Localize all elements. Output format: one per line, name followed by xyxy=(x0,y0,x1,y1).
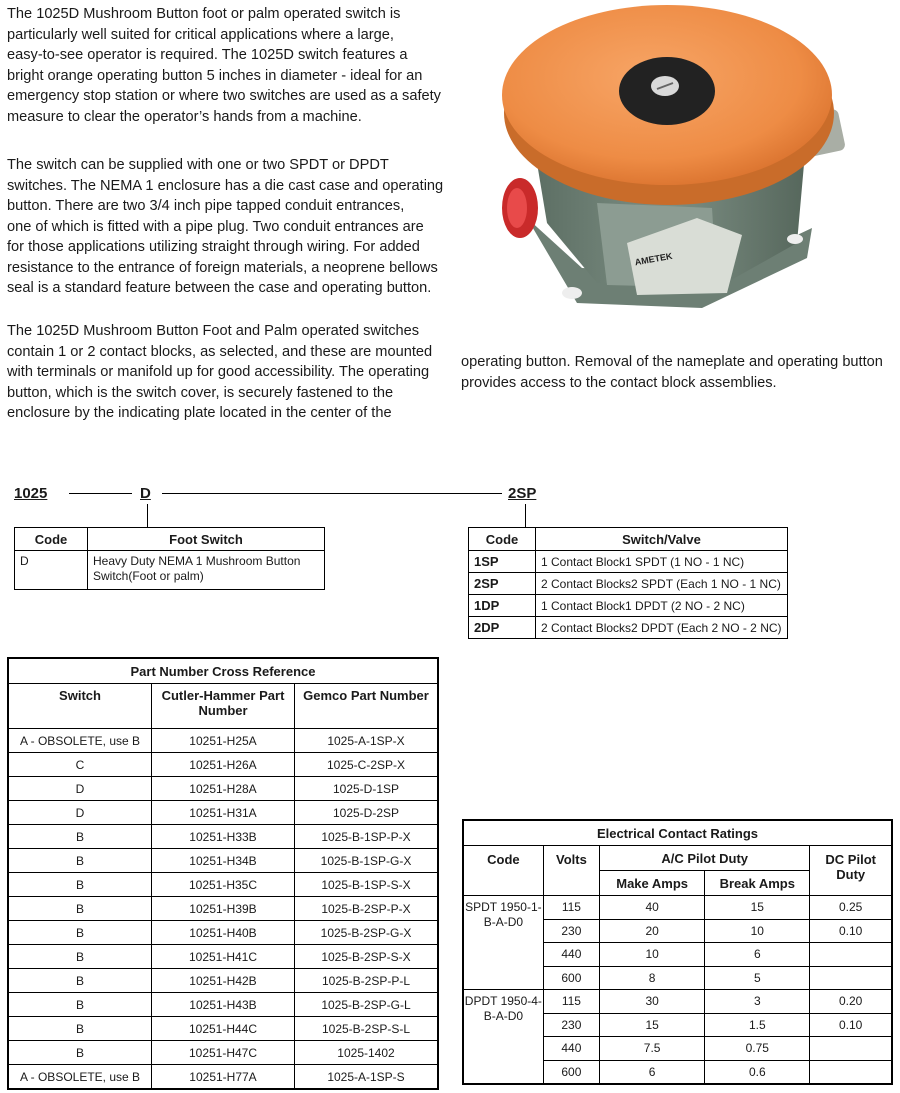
cutler-hammer-cell: 10251-H42B xyxy=(152,969,295,993)
break-amps-header: Break Amps xyxy=(705,871,810,896)
intro-paragraph-2 xyxy=(7,155,447,299)
paragraph-line: enclosure by the indicating plate located in the center of the xyxy=(7,405,392,421)
foot-switch-table xyxy=(14,527,325,590)
cutler-hammer-cell: 10251-H43B xyxy=(152,993,295,1017)
switch-cell: B xyxy=(8,1041,152,1065)
paragraph-line: easy-to-see operator is required. The 1025D switch features a xyxy=(7,47,408,63)
intro-paragraph-3 xyxy=(7,321,447,424)
dc-pilot-cell xyxy=(810,1037,892,1061)
switch-cell: B xyxy=(8,897,152,921)
break-amps-cell: 6 xyxy=(705,943,810,967)
gemco-cell: 1025-B-2SP-P-L xyxy=(295,969,439,993)
cutler-hammer-cell: 10251-H34B xyxy=(152,849,295,873)
switch-desc-cell: 1 Contact Block1 SPDT (1 NO - 1 NC) xyxy=(536,551,788,573)
cutler-hammer-cell: 10251-H26A xyxy=(152,753,295,777)
table-row xyxy=(8,1017,438,1041)
volts-cell: 440 xyxy=(543,1037,599,1061)
table-row xyxy=(8,1041,438,1065)
dc-pilot-cell: 0.10 xyxy=(810,1013,892,1037)
rating-code-cell: DPDT 1950-4-B-A-D0 xyxy=(463,990,543,1085)
paragraph-line: bright orange operating button 5 inches in diameter - ideal for an xyxy=(7,67,423,84)
gemco-cell: 1025-B-2SP-G-L xyxy=(295,993,439,1017)
volts-header: Volts xyxy=(543,846,599,896)
break-amps-cell: 10 xyxy=(705,919,810,943)
table-row xyxy=(8,945,438,969)
paragraph-line: for those applications utilizing straight through wiring. For added xyxy=(7,239,420,255)
paragraph-line: contain 1 or 2 contact blocks, as selected, and these are mounted xyxy=(7,343,433,360)
table-row xyxy=(8,729,438,753)
paragraph-line: button, which is the switch cover, is securely fastened to the xyxy=(7,384,394,401)
intro-paragraph-1 xyxy=(7,4,447,127)
paragraph-line: measure to clear the operator’s hands from a machine. xyxy=(7,108,362,125)
make-amps-cell: 20 xyxy=(600,919,705,943)
cutler-hammer-header: Cutler-Hammer Part Number xyxy=(152,684,295,729)
table-row xyxy=(8,777,438,801)
switch-valve-table xyxy=(468,527,788,639)
paragraph-line: one of which is fitted with a pipe plug. Two conduit entrances are xyxy=(7,218,424,235)
switch-cell: D xyxy=(8,777,152,801)
electrical-ratings-table xyxy=(462,819,893,1085)
switch-cell: B xyxy=(8,873,152,897)
dc-pilot-duty-header: DC Pilot Duty xyxy=(810,846,892,896)
foot-code-header: Code xyxy=(15,528,88,551)
paragraph-line: button. There are two 3/4 inch pipe tapped conduit entrances, xyxy=(7,198,405,214)
switch-cell: D xyxy=(8,801,152,825)
make-amps-cell: 40 xyxy=(600,896,705,920)
gemco-cell: 1025-D-2SP xyxy=(295,801,439,825)
paragraph-line: switches. The NEMA 1 enclosure has a die cast case and operating xyxy=(7,177,444,194)
model-code-switch: 2SP xyxy=(508,485,537,502)
rating-code-cell: SPDT 1950-1-B-A-D0 xyxy=(463,896,543,990)
make-amps-cell: 10 xyxy=(600,943,705,967)
make-amps-cell: 6 xyxy=(600,1060,705,1084)
cutler-hammer-cell: 10251-H47C xyxy=(152,1041,295,1065)
table-row xyxy=(463,896,892,920)
switch-cell: B xyxy=(8,825,152,849)
cutler-hammer-cell: 10251-H39B xyxy=(152,897,295,921)
dc-pilot-cell: 0.25 xyxy=(810,896,892,920)
switch-cell: A - OBSOLETE, use B xyxy=(8,1065,152,1090)
gemco-cell: 1025-B-2SP-G-X xyxy=(295,921,439,945)
elec-code-header: Code xyxy=(463,846,543,896)
gemco-header: Gemco Part Number xyxy=(295,684,439,729)
gemco-cell: 1025-B-1SP-P-X xyxy=(295,825,439,849)
volts-cell: 600 xyxy=(543,966,599,990)
table-row xyxy=(8,921,438,945)
switch-cell: A - OBSOLETE, use B xyxy=(8,729,152,753)
switch-cell: B xyxy=(8,969,152,993)
volts-cell: 115 xyxy=(543,990,599,1014)
switch-cell: C xyxy=(8,753,152,777)
volts-cell: 230 xyxy=(543,919,599,943)
switch-cell: B xyxy=(8,1017,152,1041)
switch-desc-cell: 1 Contact Block1 DPDT (2 NO - 2 NC) xyxy=(536,595,788,617)
foot-code-cell: D xyxy=(15,551,88,590)
gemco-cell: 1025-C-2SP-X xyxy=(295,753,439,777)
gemco-cell: 1025-B-2SP-P-X xyxy=(295,897,439,921)
break-amps-cell: 15 xyxy=(705,896,810,920)
gemco-cell: 1025-B-2SP-S-L xyxy=(295,1017,439,1041)
switch-code-cell: 1SP xyxy=(469,551,536,573)
switch-cell: B xyxy=(8,849,152,873)
switch-header: Switch xyxy=(8,684,152,729)
product-image xyxy=(487,3,857,318)
gemco-cell: 1025-A-1SP-S xyxy=(295,1065,439,1090)
ac-pilot-duty-header: A/C Pilot Duty xyxy=(600,846,810,871)
paragraph-line: The 1025D Mushroom Button Foot and Palm operated switches xyxy=(7,323,420,339)
break-amps-cell: 5 xyxy=(705,966,810,990)
table-row xyxy=(8,993,438,1017)
switch-cell: B xyxy=(8,921,152,945)
dc-pilot-cell: 0.10 xyxy=(810,919,892,943)
table-row xyxy=(8,849,438,873)
break-amps-cell: 3 xyxy=(705,990,810,1014)
table-row xyxy=(8,801,438,825)
model-code-type: D xyxy=(140,485,151,502)
table-row xyxy=(8,873,438,897)
gemco-cell: 1025-B-1SP-G-X xyxy=(295,849,439,873)
cutler-hammer-cell: 10251-H35C xyxy=(152,873,295,897)
switch-cell: B xyxy=(8,993,152,1017)
model-code-base: 1025 xyxy=(14,485,48,502)
switch-code-cell: 1DP xyxy=(469,595,536,617)
paragraph-line: with terminals or manifold up for good accessibility. The operating xyxy=(7,364,430,380)
table-row xyxy=(8,753,438,777)
gemco-cell: 1025-1402 xyxy=(295,1041,439,1065)
cutler-hammer-cell: 10251-H40B xyxy=(152,921,295,945)
gemco-cell: 1025-D-1SP xyxy=(295,777,439,801)
table-row xyxy=(8,969,438,993)
paragraph-line: The 1025D Mushroom Button foot or palm operated switch is xyxy=(7,6,401,22)
paragraph-line: emergency stop station or where two switches are used as a safety xyxy=(7,88,441,104)
cutler-hammer-cell: 10251-H33B xyxy=(152,825,295,849)
switch-cell: B xyxy=(8,945,152,969)
dc-pilot-cell xyxy=(810,1060,892,1084)
switch-code-header: Code xyxy=(469,528,536,551)
table-row xyxy=(469,573,788,595)
cutler-hammer-cell: 10251-H31A xyxy=(152,801,295,825)
switch-desc-cell: 2 Contact Blocks2 SPDT (Each 1 NO - 1 NC) xyxy=(536,573,788,595)
foot-desc-cell: Heavy Duty NEMA 1 Mushroom Button Switch(Foot or palm) xyxy=(88,551,325,590)
gemco-cell: 1025-B-1SP-S-X xyxy=(295,873,439,897)
make-amps-cell: 30 xyxy=(600,990,705,1014)
table-row xyxy=(469,595,788,617)
paragraph-line: particularly well suited for critical applications where a large, xyxy=(7,26,394,43)
volts-cell: 230 xyxy=(543,1013,599,1037)
cutler-hammer-cell: 10251-H44C xyxy=(152,1017,295,1041)
volts-cell: 440 xyxy=(543,943,599,967)
paragraph-line: provides access to the contact block assemblies. xyxy=(461,374,777,391)
make-amps-cell: 7.5 xyxy=(600,1037,705,1061)
cutler-hammer-cell: 10251-H28A xyxy=(152,777,295,801)
cutler-hammer-cell: 10251-H41C xyxy=(152,945,295,969)
switch-code-cell: 2SP xyxy=(469,573,536,595)
break-amps-cell: 0.6 xyxy=(705,1060,810,1084)
dc-pilot-cell xyxy=(810,966,892,990)
table-row xyxy=(469,617,788,639)
intro-paragraph-4 xyxy=(461,352,891,393)
electrical-title: Electrical Contact Ratings xyxy=(463,820,892,846)
break-amps-cell: 1.5 xyxy=(705,1013,810,1037)
volts-cell: 115 xyxy=(543,896,599,920)
paragraph-line: seal is a standard feature between the case and operating button. xyxy=(7,280,432,296)
cross-reference-table xyxy=(7,657,439,1090)
paragraph-line: The switch can be supplied with one or two SPDT or DPDT xyxy=(7,157,389,173)
cross-reference-title: Part Number Cross Reference xyxy=(8,658,438,684)
cutler-hammer-cell: 10251-H25A xyxy=(152,729,295,753)
switch-code-cell: 2DP xyxy=(469,617,536,639)
make-amps-header: Make Amps xyxy=(600,871,705,896)
gemco-cell: 1025-A-1SP-X xyxy=(295,729,439,753)
nameplate-brand: AMETEK xyxy=(633,250,674,268)
volts-cell: 600 xyxy=(543,1060,599,1084)
table-row xyxy=(8,897,438,921)
table-row xyxy=(469,551,788,573)
dc-pilot-cell: 0.20 xyxy=(810,990,892,1014)
foot-switch-header: Foot Switch xyxy=(88,528,325,551)
table-row xyxy=(8,825,438,849)
paragraph-line: resistance to the entrance of foreign materials, a neoprene bellows xyxy=(7,259,438,276)
break-amps-cell: 0.75 xyxy=(705,1037,810,1061)
table-row xyxy=(463,990,892,1014)
dc-pilot-cell xyxy=(810,943,892,967)
paragraph-line: operating button. Removal of the nameplate and operating button xyxy=(461,354,883,370)
gemco-cell: 1025-B-2SP-S-X xyxy=(295,945,439,969)
make-amps-cell: 15 xyxy=(600,1013,705,1037)
make-amps-cell: 8 xyxy=(600,966,705,990)
switch-valve-header: Switch/Valve xyxy=(536,528,788,551)
table-row xyxy=(8,1065,438,1090)
table-row xyxy=(15,551,325,590)
switch-desc-cell: 2 Contact Blocks2 DPDT (Each 2 NO - 2 NC) xyxy=(536,617,788,639)
cutler-hammer-cell: 10251-H77A xyxy=(152,1065,295,1090)
